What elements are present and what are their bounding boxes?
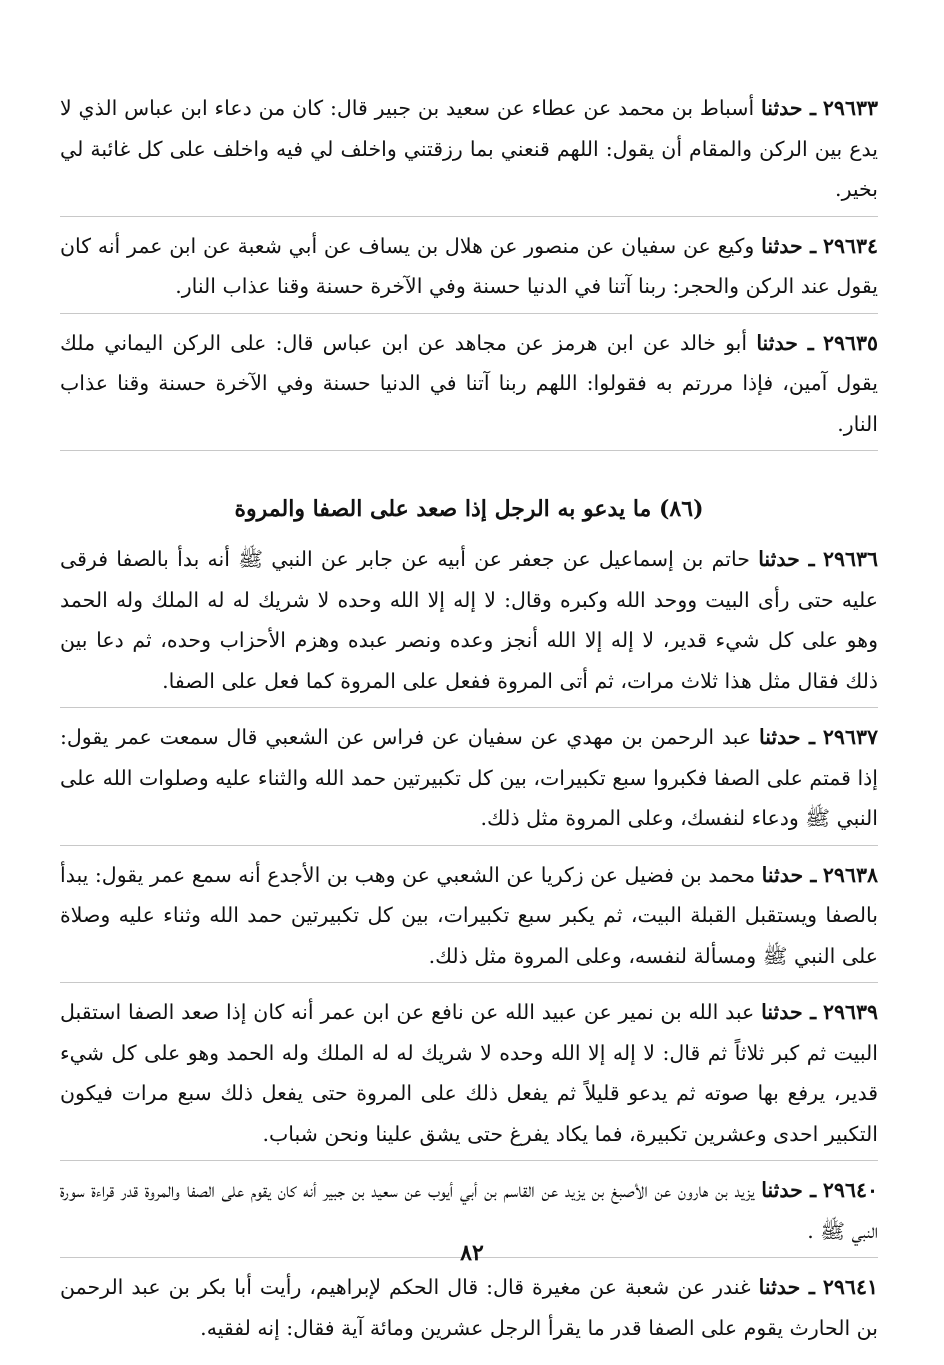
chapter-title: (٨٦) ما يدعو به الرجل إذا صعد على الصفا والمروة bbox=[234, 496, 704, 522]
hadith-29634 bbox=[60, 226, 878, 314]
hadith-text: عبد الله بن نمير عن عبيد الله عن نافع عن ابن عمر أنه كان إذا صعد الصفا استقبل البيت ثم كبر ثلاثاً ثم قال: لا إله إلا الله وحده لا شريك له له الملك وله الحمد وهو على كل شيء قدير، يرفع بها صوته ثم يدعو قليلاً ثم يفعل ذلك على المروة حتى يفعل ذلك سبع مرات فيكون التكبير احدى وعشرين تكبيرة، فما يكاد يفرغ حتى يشق علينا ونحن شباب. bbox=[60, 1000, 878, 1146]
hadith-lead: ـ حدثنا bbox=[761, 862, 817, 887]
page-number: ٨٢ bbox=[460, 1240, 484, 1266]
hadith-29633 bbox=[60, 88, 878, 217]
hadith-text: أسباط بن محمد عن عطاء عن سعيد بن جبير قال: كان من دعاء ابن عباس الذي لا يدع بين الركن والمقام أن يقول: اللهم قنعني بما رزقتني واخلف لي فيه واخلف على كل غائبة لي بخير. bbox=[60, 96, 878, 201]
hadith-lead: ـ حدثنا bbox=[761, 233, 817, 258]
hadith-lead: ـ حدثنا bbox=[761, 1178, 817, 1202]
hadith-29637 bbox=[60, 717, 878, 846]
hadith-number: ٢٩٦٣٩ bbox=[822, 1000, 878, 1024]
hadith-29639 bbox=[60, 992, 878, 1161]
hadith-text: عبد الرحمن بن مهدي عن سفيان عن فراس عن الشعبي قال سمعت عمر يقول: إذا قمتم على الصفا فكبروا سبع تكبيرات، بين كل تكبيرتين حمد الله والثناء عليه وصلوات الله على النبي ﷺ ودعاء لنفسك، وعلى المروة مثل ذلك. bbox=[60, 725, 878, 830]
hadith-29638 bbox=[60, 855, 878, 984]
hadith-lead: ـ حدثنا bbox=[758, 547, 815, 571]
hadith-lead: ـ حدثنا bbox=[761, 1000, 817, 1024]
hadith-lead: ـ حدثنا bbox=[756, 330, 814, 355]
hadith-29635 bbox=[60, 323, 878, 452]
hadith-number: ٢٩٦٣٧ bbox=[822, 725, 878, 749]
hadith-number: ٢٩٦٤١ bbox=[822, 1275, 878, 1299]
hadith-text: وكيع عن سفيان عن منصور عن هلال بن يساف عن أبي شعبة عن ابن عمر أنه كان يقول عند الركن والحجر: ربنا آتنا في الدنيا حسنة وفي الآخرة حسنة وقنا عذاب النار. bbox=[60, 233, 878, 298]
hadith-29641 bbox=[60, 1267, 878, 1354]
hadith-text: حاتم بن إسماعيل عن جعفر عن أبيه عن جابر عن النبي ﷺ أنه بدأ بالصفا فرقى عليه حتى رأى البيت ووحد الله وكبره وقال: لا إله إلا الله وحده لا شريك له له الملك وله الحمد وهو على كل شيء قدير، لا إله إلا الله أنجز وعده ونصر عبده وهزم الأحزاب وحده، ثم دعا بين ذلك فقال مثل هذا ثلاث مرات، ثم أتى المروة ففعل على المروة كما فعل على الصفا. bbox=[60, 547, 878, 693]
hadith-lead: ـ حدثنا bbox=[758, 725, 816, 749]
hadith-lead: ـ حدثنا bbox=[761, 96, 817, 120]
page-body bbox=[60, 88, 878, 1363]
hadith-number: ٢٩٦٣٦ bbox=[822, 547, 878, 571]
hadith-number: ٢٩٦٣٤ bbox=[822, 233, 878, 258]
hadith-text: يزيد بن هارون عن الأصبغ بن يزيد عن القاسم بن أبي أيوب عن سعيد بن جبير أنه كان يقوم على الصفا والمروة قدر قراءة سورة النبي ﷺ . bbox=[60, 1178, 878, 1243]
hadith-text: محمد بن فضيل عن زكريا عن الشعبي عن وهب بن الأجدع أنه سمع عمر يقول: يبدأ بالصفا ويستقبل القبلة البيت، ثم يكبر سبع تكبيرات، بين كل تكبيرتين حمد الله وثناء عليه وصلاة على النبي ﷺ ومسألة لنفسه، وعلى المروة مثل ذلك. bbox=[60, 862, 878, 968]
hadith-text: غندر عن شعبة عن مغيرة قال: قال الحكم لإبراهيم، رأيت أبا بكر بن عبد الرحمن بن الحارث يقوم على الصفا قدر ما يقرأ الرجل عشرين ومائة آية فقال: إنه لفقيه. bbox=[60, 1275, 878, 1340]
hadith-number: ٢٩٦٣٨ bbox=[822, 862, 878, 887]
hadith-number: ٢٩٦٤٠ bbox=[822, 1178, 878, 1202]
hadith-lead: ـ حدثنا bbox=[758, 1275, 815, 1299]
hadith-text: أبو خالد عن ابن هرمز عن مجاهد عن ابن عباس قال: على الركن اليماني ملك يقول آمين، فإذا مررتم به فقولوا: اللهم ربنا آتنا في الدنيا حسنة وفي الآخرة حسنة وقنا عذاب النار. bbox=[60, 330, 878, 436]
hadith-number: ٢٩٦٣٣ bbox=[822, 96, 878, 120]
hadith-29636 bbox=[60, 539, 878, 708]
hadith-number: ٢٩٦٣٥ bbox=[822, 330, 878, 355]
